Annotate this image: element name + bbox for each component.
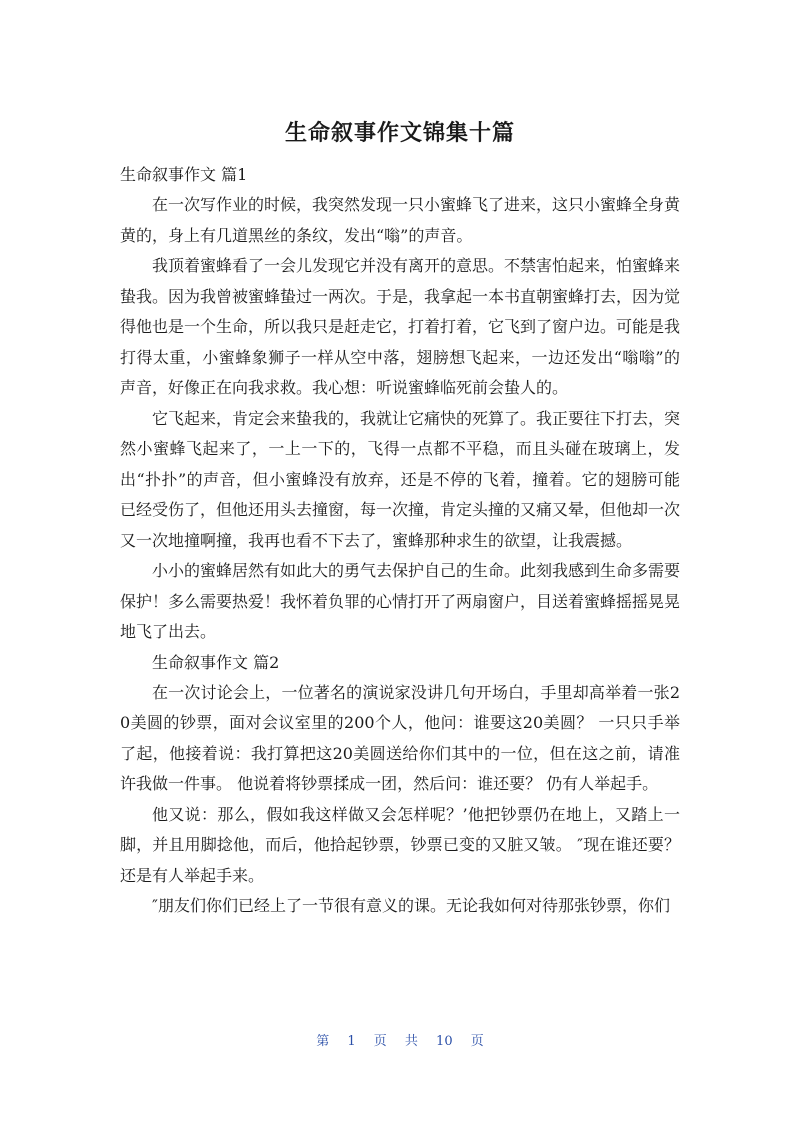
section-heading: 生命叙事作文 篇2 xyxy=(152,652,280,672)
document-title: 生命叙事作文锦集十篇 xyxy=(284,121,515,146)
section-heading: 生命叙事作文 篇1 xyxy=(120,165,248,184)
paragraph: 我顶着蜜蜂看了一会儿发现它并没有离开的意思。不禁害怕起来，怕蜜蜂来蛰我。因为我曾被蜜蜂蛰过一两次。于是，我拿起一本书直朝蜜蜂打去，因为觉得他也是一个生命，所以我只是赶走它，打着打着，它飞到了窗户边。可能是我打得太重，小蜜蜂象狮子一样从空中落，翅膀想飞起来，一边还发出“嗡嗡”的声音，好像正在向我求救。我心想：听说蜜蜂临死前会蛰人的。 xyxy=(120,256,681,397)
section-2 xyxy=(120,648,680,922)
paragraph: 它飞起来，肯定会来蛰我的，我就让它痛快的死算了。我正要往下打去，突然小蜜蜂飞起来了，一上一下的，飞得一点都不平稳，而且头碰在玻璃上，发出“扑扑”的声音，但小蜜蜂没有放弃，还是不停的飞着，撞着。它的翅膀可能已经受伤了，但他还用头去撞窗，每一次撞，肯定头撞的又痛又晕，但他却一次又一次地撞啊撞，我再也看不下去了，蜜蜂那种求生的欲望，让我震撼。 xyxy=(120,408,681,550)
paragraph: 在一次写作业的时候，我突然发现一只小蜜蜂飞了进来，这只小蜜蜂全身黄黄的，身上有几道黑丝的条纹，发出“嗡”的声音。 xyxy=(120,195,681,245)
section-1 xyxy=(120,160,680,648)
paragraph: 他又说：那么，假如我这样做又会怎样呢？’他把钞票仍在地上，又踏上一脚，并且用脚捻他，而后，他拾起钞票，钞票已变的又脏又皱。 ″现在谁还要？ 还是有人举起手来。 xyxy=(120,804,680,885)
document-page xyxy=(120,118,680,922)
page-number-footer: 第 1 页 共 10 页 xyxy=(316,1034,484,1049)
paragraph: 在一次讨论会上，一位著名的演说家没讲几句开场白，手里却高举着一张20美圆的钞票，面对会议室里的200个人，他问：谁要这20美圆？ 一只只手举了起，他接着说：我打算把这20美圆送给你们其中的一位，但在这之前，请准许我做一件事。 他说着将钞票揉成一团，然后问：谁还要？ 仍有人举起手。 xyxy=(120,682,680,793)
paragraph: 小小的蜜蜂居然有如此大的勇气去保护自己的生命。此刻我感到生命多需要保护！多么需要热爱！我怀着负罪的心情打开了两扇窗户，目送着蜜蜂摇摇晃晃地飞了出去。 xyxy=(120,561,681,641)
paragraph: ″朋友们你们已经上了一节很有意义的课。无论我如何对待那张钞票，你们 xyxy=(152,896,670,915)
